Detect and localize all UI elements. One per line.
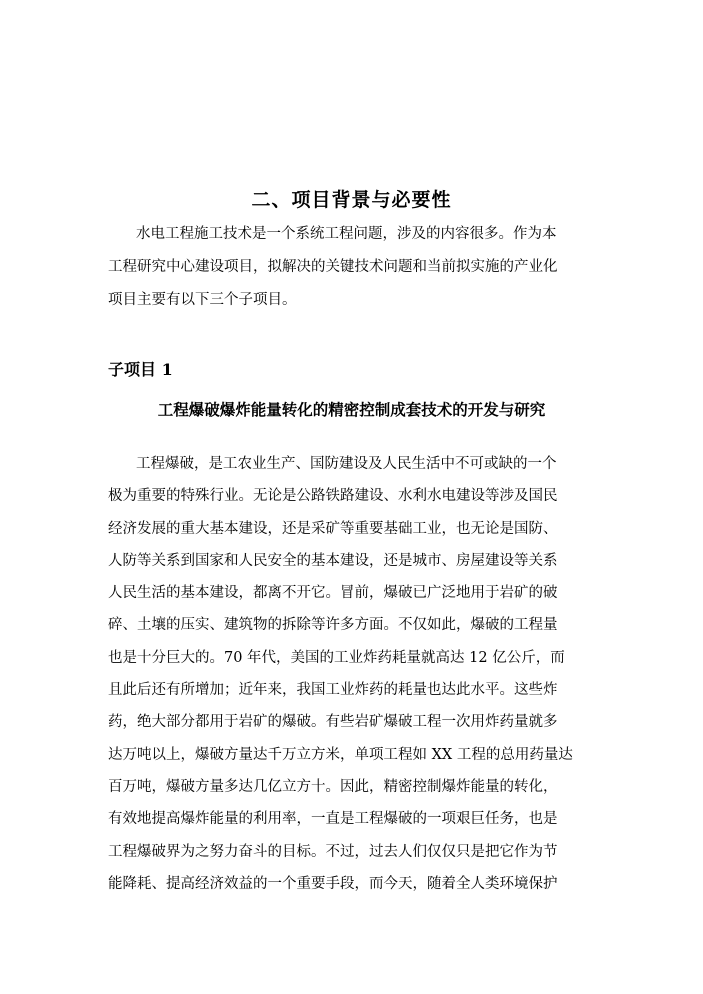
body-line: 极为重要的特殊行业。无论是公路铁路建设、水利水电建设等涉及国民 — [108, 488, 558, 505]
body-line: 人防等关系到国家和人民安全的基本建设，还是城市、房屋建设等关系 — [108, 552, 558, 569]
body-line: 工程爆破界为之努力奋斗的目标。不过，过去人们仅仅只是把它作为节 — [108, 843, 558, 860]
body-line: 百万吨，爆破方量多达几亿立方十。因此，精密控制爆炸能量的转化， — [108, 778, 558, 795]
body-line: 也是十分巨大的。70 年代，美国的工业炸药耗量就高达 12 亿公斤，而 — [108, 649, 565, 666]
body-line: 且此后还有所增加；近年来，我国工业炸药的耗量也达此水平。这些炸 — [108, 682, 558, 699]
body-line: 有效地提高爆炸能量的利用率，一直是工程爆破的一项艰巨任务，也是 — [108, 811, 558, 828]
subproject-title: 工程爆破爆炸能量转化的精密控制成套技术的开发与研究 — [157, 400, 546, 419]
subproject-heading: 子项目 1 — [108, 360, 173, 379]
body-paragraph — [108, 448, 598, 900]
body-line: 药，绝大部分都用于岩矿的爆破。有些岩矿爆破工程一次用炸药量就多 — [108, 714, 558, 731]
intro-line: 工程研究中心建设项目，拟解决的关键技术问题和当前拟实施的产业化 — [108, 259, 558, 275]
intro-line: 项目主要有以下三个子项目。 — [108, 292, 297, 308]
body-line: 人民生活的基本建设，都离不开它。冒前，爆破已广泛地用于岩矿的破 — [108, 585, 558, 602]
intro-paragraph — [108, 218, 598, 317]
body-line: 碎、土壤的压实、建筑物的拆除等许多方面。不仅如此，爆破的工程量 — [108, 617, 558, 634]
body-line: 达万吨以上，爆破方量达千万立方米，单项工程如 XX 工程的总用药量达 — [108, 746, 573, 763]
body-line: 工程爆破，是工农业生产、国防建设及人民生活中不可或缺的一个 — [136, 456, 557, 472]
intro-line: 水电工程施工技术是一个系统工程问题，涉及的内容很多。作为本 — [136, 226, 557, 242]
body-line: 经济发展的重大基本建设，还是采矿等重要基础工业，也无论是国防、 — [108, 520, 558, 537]
section-title: 二、项目背景与必要性 — [251, 189, 452, 211]
body-line: 能降耗、提高经济效益的一个重要手段，而今天，随着全人类环境保护 — [108, 875, 558, 892]
